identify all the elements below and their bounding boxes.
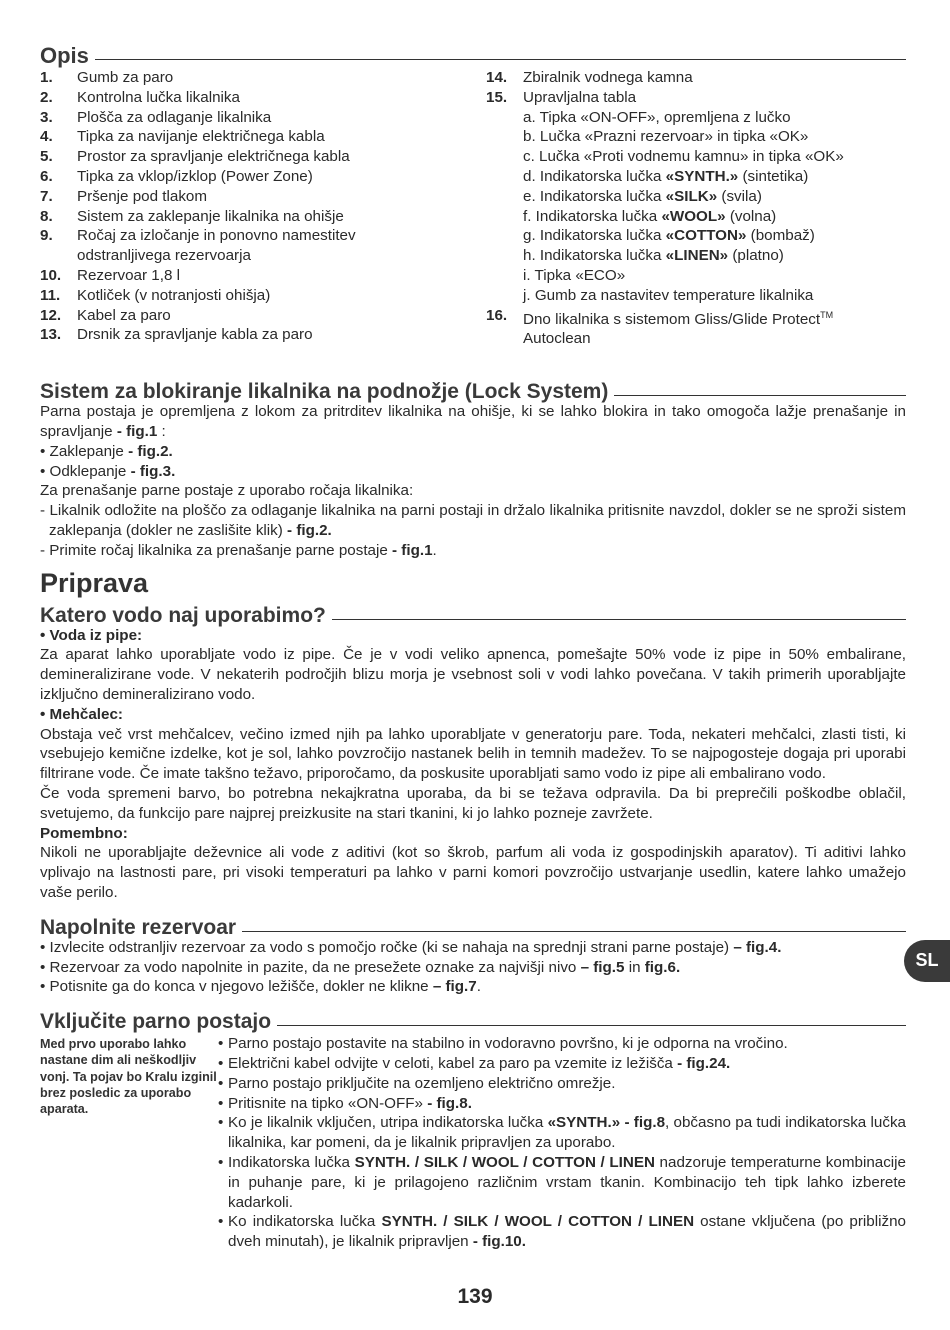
subheading: • Voda iz pipe: <box>40 626 143 644</box>
list-item: 6. Tipka za vklop/izklop (Power Zone) <box>40 167 313 185</box>
list-item: • Izvlecite odstranljiv rezervoar za vodo s pomočjo ročke (ki se nahaja na sprednji strani parne postaje) – fig.4. <box>40 938 782 956</box>
list-item: 10. Rezervoar 1,8 l <box>40 266 180 284</box>
paragraph: Za aparat lahko uporabljate vodo iz pipe. Če je v vodi veliko apnenca, pomešajte 50% vode iz pipe in 50% embalirane, demineralizirane vode. V nekaterih področjih blizu morja je vsebnost soli v vodi lahko povečana. V takih primerih uporabljajte izključno demineralizirano vodo. <box>40 646 906 703</box>
section-heading-lock: Sistem za blokiranje likalnika na podnožje (Lock System) <box>40 375 906 402</box>
paragraph: Nikoli ne uporabljajte deževnice ali vode z aditivi (kot so škrob, parfum ali voda iz gospodinjskih aparatov). Ti aditivi lahko vplivajo na lastnosti pare, pri visoki temperaturi pa lahko v parni komori povzročijo ustvarjanje usedlin, katere lahko umažejo vaše perilo. <box>40 844 906 901</box>
list-item: • Potisnite ga do konca v njegovo ležišče, dokler ne klikne – fig.7. <box>40 978 481 996</box>
vkljucite-body <box>40 1034 906 1252</box>
list-item: 1. Gumb za paro <box>40 69 174 86</box>
sub-item: g. Indikatorska lučka «COTTON» (bombaž) <box>523 227 815 245</box>
list-item: 7. Pršenje pod tlakom <box>40 187 208 205</box>
sub-item: b. Lučka «Prazni rezervoar» in tipka «OK» <box>523 128 809 146</box>
section-heading-napolnite: Napolnite rezervoar <box>40 911 906 938</box>
section-heading-opis: Opis <box>40 38 906 66</box>
heading-rule <box>242 931 906 932</box>
list-item: 14. Zbiralnik vodnega kamna <box>486 69 693 86</box>
list-item: • Pritisnite na tipko «ON-OFF» - fig.8. <box>218 1094 472 1112</box>
section-title-priprava: Priprava <box>40 567 149 598</box>
section-heading-katero: Katero vodo naj uporabimo? <box>40 599 906 626</box>
paragraph: Če voda spremeni barvo, bo potrebna nekajkratna uporaba, da bi se težava odpravila. Da bi preprečili poškodbe oblačil, svetujemo, da funkcijo pare najprej preizkusite na stari tkanini, ki jo lahko pozneje zavržete. <box>40 784 906 822</box>
list-item: 9. Ročaj za izločanje in ponovno namestitev odstranljivega rezervoarja <box>40 227 356 265</box>
sub-item: c. Lučka «Proti vodnemu kamnu» in tipka «OK» <box>523 148 844 166</box>
heading-rule <box>332 619 906 620</box>
list-item: • Parno postajo postavite na stabilno in vodoravno površno, ki je odporna na vročino. <box>218 1035 788 1053</box>
sub-item: j. Gumb za nastavitev temperature likalnika <box>523 286 814 304</box>
list-item: 4. Tipka za navijanje električnega kabla <box>40 128 325 146</box>
list-item: • Indikatorska lučka SYNTH. / SILK / WOOL / COTTON / LINEN nadzoruje temperaturne kombinacije in puhanje pare, ki je prilagojeno različnim vrstam tkanin. Kombinacijo teh tipk lahko izberete kadarkoli. <box>218 1153 907 1211</box>
list-item: 2. Kontrolna lučka likalnika <box>40 88 240 106</box>
heading-rule <box>614 395 906 396</box>
vkljucite-list <box>218 1034 906 1252</box>
list-item: 8. Sistem za zaklepanje likalnika na ohišje <box>40 207 344 225</box>
sub-item: i. Tipka «ECO» <box>523 266 626 284</box>
sub-item: d. Indikatorska lučka «SYNTH.» (sintetika) <box>523 167 809 185</box>
subheading: • Mehčalec: <box>40 705 123 723</box>
sub-item: f. Indikatorska lučka «WOOL» (volna) <box>523 207 777 225</box>
opis-columns <box>40 68 906 349</box>
sub-item: a. Tipka «ON-OFF», opremljena z lučko <box>523 108 791 126</box>
section-heading-vkljucite: Vključite parno postajo <box>40 1005 906 1032</box>
list-item: • Parno postajo priključite na ozemljeno električno omrežje. <box>218 1074 616 1092</box>
language-tab: SL <box>904 940 950 982</box>
opis-right-column <box>486 68 906 349</box>
opis-left-column <box>40 68 486 349</box>
list-item: 3. Plošča za odlaganje likalnika <box>40 108 272 126</box>
list-item: 5. Prostor za spravljanje električnega kabla <box>40 148 350 166</box>
list-item: • Ko je likalnik vključen, utripa indikatorska lučka «SYNTH.» - fig.8, občasno pa tudi indikatorska lučka likalnika, kar pomeni, da je likalnik pripravljen za uporabo. <box>218 1114 906 1152</box>
list-item: • Zaklepanje - fig.2. <box>40 442 173 460</box>
list-item: 13. Drsnik za spravljanje kabla za paro <box>40 326 313 344</box>
list-item: • Električni kabel odvijte v celoti, kabel za paro pa vzemite iz ležišča - fig.24. <box>218 1054 731 1072</box>
sub-item: h. Indikatorska lučka «LINEN» (platno) <box>523 247 784 265</box>
paragraph: Parna postaja je opremljena z lokom za pritrditev likalnika na ohišje, ki se lahko blokira in tako omogoča lažje prenašanje in spravljanje - fig.1 : <box>40 403 906 441</box>
paragraph: Za prenašanje parne postaje z uporabo ročaja likalnika: <box>40 482 414 500</box>
side-note: Med prvo uporabo lahko nastane dim ali neškodljiv vonj. Ta pojav bo Kralu izginil brez posledic za uporabo aparata. <box>40 1037 217 1116</box>
list-item: 11. Kotliček (v notranjosti ohišja) <box>40 286 271 304</box>
list-item: - Likalnik odložite na ploščo za odlaganje likalnika na parni postaji in držalo likalnika pritisnite navzdol, dokler se ne sproži sistem zaklepanja (dokler ne zaslišite klik) - fig.2. <box>40 502 906 539</box>
subheading: Pomembno: <box>40 824 128 842</box>
paragraph: Obstaja več vrst mehčalcev, večino izmed njih pa lahko uporabljate v generatorju pare. Toda, nekateri mehčalci, zlasti tisti, ki vsebujejo kemične izdelke, kot je sol, lahko povzročijo nastanek belih in temnih madežev. To se najpogosteje dogaja pri uporabi filtrirane vode. Če imate takšno težavo, priporočamo, da poskusite uporabljati samo vodo iz pipe ali embalirano vodo. <box>40 725 906 783</box>
list-item: 12. Kabel za paro <box>40 306 171 324</box>
heading-rule <box>95 59 906 60</box>
sub-item: e. Indikatorska lučka «SILK» (svila) <box>523 187 762 205</box>
list-item: 16. Dno likalnika s sistemom Gliss/Glide Protect™ Autoclean <box>486 306 834 348</box>
list-item: • Ko indikatorska lučka SYNTH. / SILK / WOOL / COTTON / LINEN ostane vključena (po približno dveh minutah), je likalnik pripravljen - fig.10. <box>218 1213 906 1251</box>
list-item: 15. Upravljalna tabla <box>486 88 637 106</box>
heading-rule <box>277 1025 906 1026</box>
page-number: 139 <box>457 1285 493 1308</box>
list-item: • Odklepanje - fig.3. <box>40 462 176 480</box>
list-item: • Rezervoar za vodo napolnite in pazite, da ne presežete oznake za najvišji nivo – fig.5 in fig.6. <box>40 958 681 976</box>
manual-page <box>40 38 906 1252</box>
list-item: - Primite ročaj likalnika za prenašanje parne postaje - fig.1. <box>40 541 437 559</box>
